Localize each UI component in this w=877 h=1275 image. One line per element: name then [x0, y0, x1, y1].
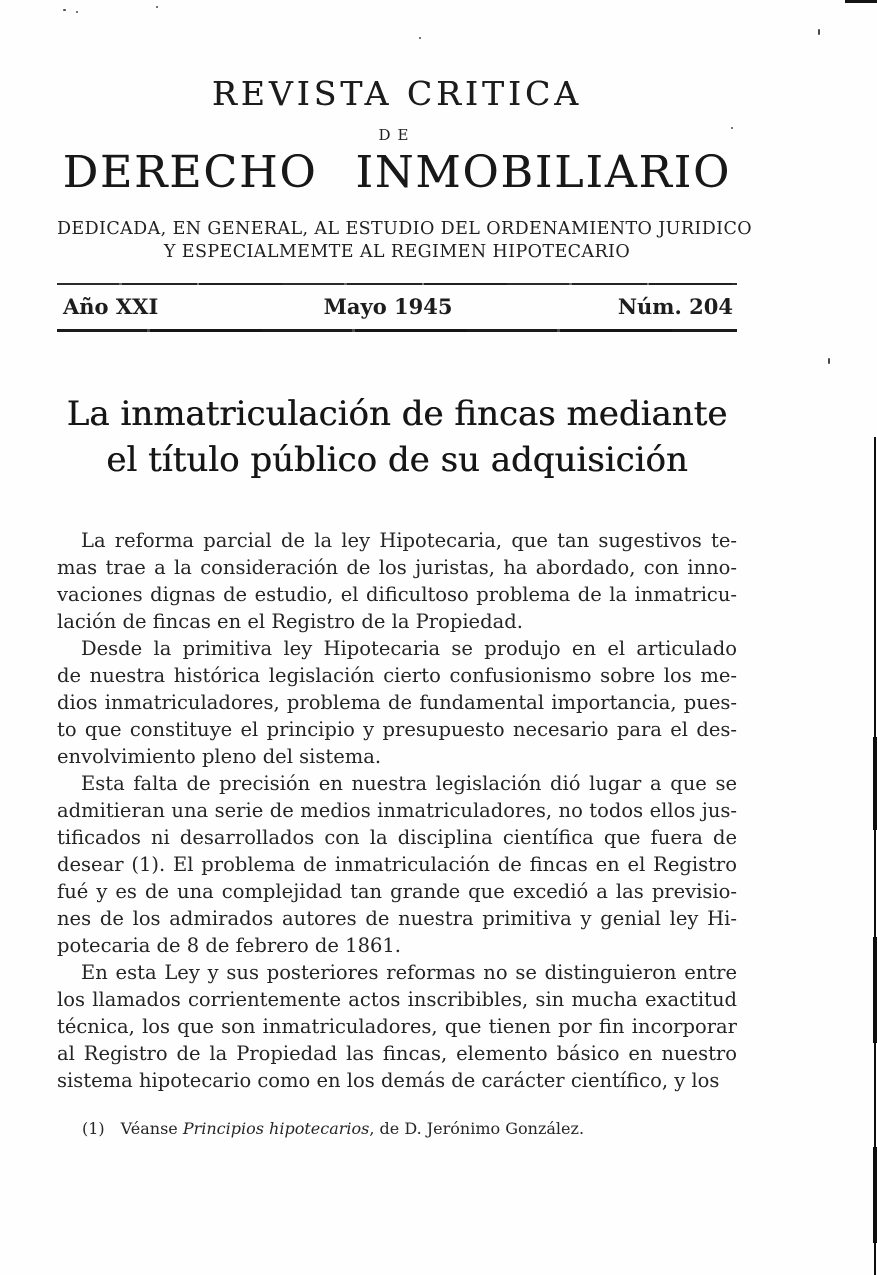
journal-title-line1: REVISTA CRITICA [211, 74, 583, 113]
body-line: envolvimiento pleno del sistema. [57, 745, 382, 768]
body-line: vaciones dignas de estudio, el dificultoso problema de la inmatricu- [57, 583, 737, 606]
article-title-line1: La inmatriculación de fincas mediante [66, 394, 728, 434]
body-line: los llamados corrientemente actos inscribibles, sin mucha exactitud [57, 988, 737, 1011]
body-line: técnica, los que son inmatriculadores, que tienen por fin incorporar [57, 1015, 737, 1038]
body-line: de nuestra histórica legislación cierto confusionismo sobre los me- [57, 664, 737, 687]
body-line: fué y es de una complejidad tan grande que excedió a las previsio- [57, 880, 737, 903]
journal-subtitle-line1: DEDICADA, EN GENERAL, AL ESTUDIO DEL ORDENAMIENTO JURIDICO [57, 219, 752, 239]
footnote-text-suffix: , de D. Jerónimo González. [369, 1119, 585, 1138]
body-line: admitieran una serie de medios inmatriculadores, no todos ellos jus- [57, 799, 737, 822]
scan-speck [63, 9, 66, 11]
scan-edge-bulge [873, 1147, 877, 1243]
issue-date: Mayo 1945 [323, 294, 453, 319]
body-line: mas trae a la consideración de los juristas, ha abordado, con inno- [57, 556, 737, 579]
body-line: al Registro de la Propiedad las fincas, elemento básico en nuestro [57, 1042, 737, 1065]
article-title-line2: el título público de su adquisición [106, 440, 688, 480]
body-line: lación de fincas en el Registro de la Propiedad. [57, 610, 523, 633]
scan-speck [828, 358, 830, 364]
body-line: En esta Ley y sus posteriores reformas no se distinguieron entre [81, 961, 737, 984]
body-line: potecaria de 8 de febrero de 1861. [57, 934, 401, 957]
scan-edge-bulge [873, 937, 877, 1043]
top-rule [57, 283, 737, 285]
body-line: desear (1). El problema de inmatriculación de fincas en el Registro [57, 853, 737, 876]
body-line: to que constituye el principio y presupuesto necesario para el des- [57, 718, 737, 741]
body-line: sistema hipotecario como en los demás de carácter científico, y los [57, 1069, 720, 1092]
journal-title-line2: DERECHO INMOBILIARIO [62, 147, 732, 198]
body-line: La reforma parcial de la ley Hipotecaria, que tan sugestivos te- [81, 529, 737, 552]
article-body [57, 527, 737, 1094]
journal-subtitle-line2: Y ESPECIALMEMTE AL REGIMEN HIPOTECARIO [163, 242, 631, 262]
body-line: dios inmatriculadores, problema de fundamental importancia, pues- [57, 691, 737, 714]
scan-speck [76, 11, 78, 13]
footnote [57, 1119, 737, 1138]
scan-speck [818, 29, 820, 35]
body-line: Esta falta de precisión en nuestra legislación dió lugar a que se [81, 772, 737, 795]
footnote-work-title: Principios hipotecarios [182, 1119, 370, 1138]
scan-speck [419, 37, 421, 39]
footnote-text-prefix: Véanse [120, 1119, 183, 1138]
body-line: tificados ni desarrollados con la disciplina científica que fuera de [57, 826, 737, 849]
scan-speck [156, 6, 158, 8]
article-title [57, 391, 737, 483]
body-line: nes de los admirados autores de nuestra primitiva y genial ley Hi- [57, 907, 737, 930]
scan-speck [731, 127, 733, 129]
bottom-rule [57, 329, 737, 332]
scan-edge-bulge [873, 737, 877, 830]
issue-number: Núm. 204 [617, 294, 733, 319]
body-line: Desde la primitiva ley Hipotecaria se produjo en el articulado [81, 637, 737, 660]
footnote-marker: (1) [82, 1119, 105, 1138]
scan-corner-dash [845, 0, 877, 3]
issue-bar [57, 294, 737, 319]
issue-year: Año XXI [63, 294, 159, 319]
journal-title-connector: DE [378, 126, 416, 144]
